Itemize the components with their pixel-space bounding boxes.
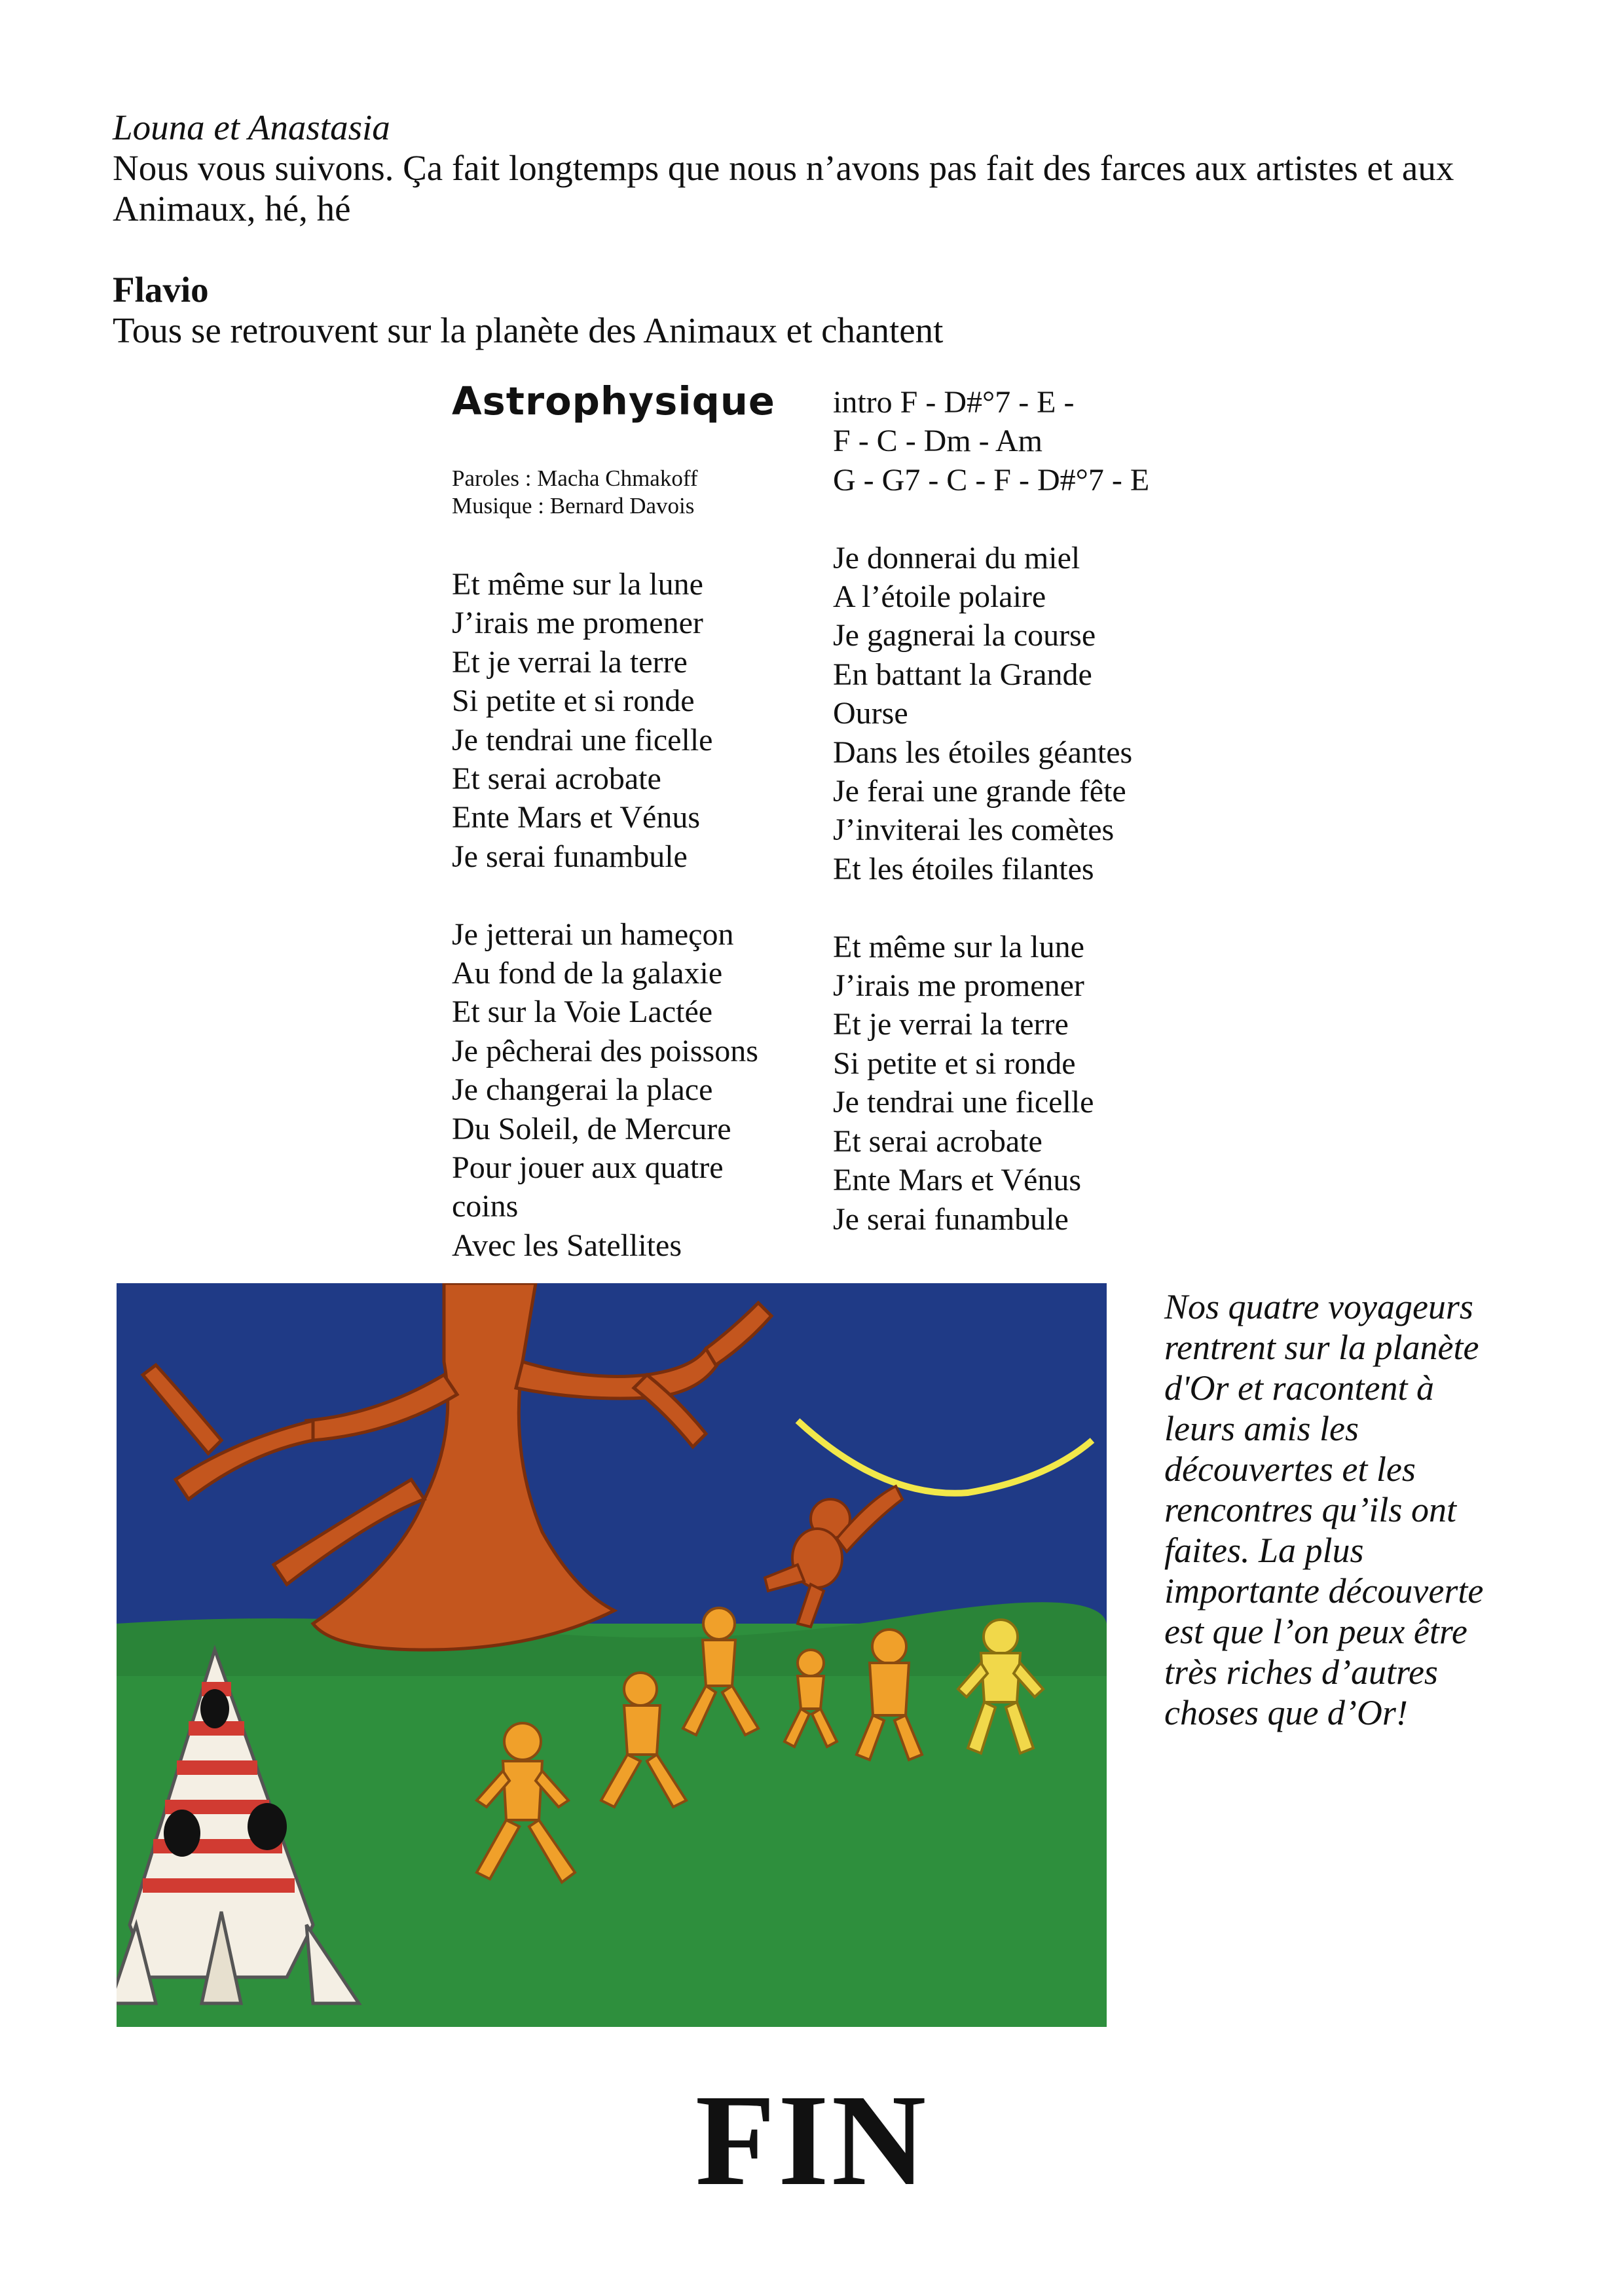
- dialogue-line-1: Nous vous suivons. Ça fait longtemps que nous n’avons pas fait des farces aux artistes et aux Animaux, hé, hé: [113, 148, 1454, 228]
- lyrics-column-right: [833, 383, 1149, 1239]
- lyric-line: Je tendrai une ficelle: [833, 1085, 1094, 1120]
- lyric-line: Ente Mars et Vénus: [833, 1163, 1082, 1198]
- lyric-line: Je serai funambule: [833, 1201, 1069, 1237]
- lyric-line: Ente Mars et Vénus: [452, 800, 701, 835]
- conclusion-line: choses que d’Or!: [1164, 1693, 1408, 1732]
- conclusion-line: est que l’on peux être: [1164, 1612, 1467, 1651]
- lyric-line: F - C - Dm - Am: [833, 424, 1043, 459]
- conclusion-line: faites. La plus: [1164, 1531, 1364, 1570]
- lyric-line: [452, 876, 758, 915]
- lyric-line: J’irais me promener: [452, 606, 703, 641]
- lyric-line: Ourse: [833, 696, 908, 731]
- lyric-line: intro F - D#°7 - E -: [833, 385, 1075, 420]
- lyric-line: Et serai acrobate: [833, 1123, 1043, 1159]
- conclusion-line: leurs amis les: [1164, 1409, 1359, 1448]
- lyrics-credit: Paroles : Macha Chmakoff: [452, 465, 698, 491]
- lyric-line: A l’étoile polaire: [833, 579, 1046, 615]
- dialogue-line-2: Tous se retrouvent sur la planète des Animaux et chantent: [113, 310, 944, 350]
- lyric-line: Je gagnerai la course: [833, 618, 1096, 653]
- song-title: Astrophysique: [452, 378, 775, 424]
- lyric-line: Je ferai une grande fête: [833, 774, 1126, 809]
- conclusion-line: Nos quatre voyageurs: [1164, 1287, 1473, 1326]
- lyric-line: G - G7 - C - F - D#°7 - E: [833, 462, 1150, 498]
- speaker-flavio: Flavio: [113, 270, 209, 310]
- conclusion-line: découvertes et les: [1164, 1449, 1416, 1489]
- lyric-line: coins: [452, 1189, 519, 1224]
- lyric-line: Pour jouer aux quatre: [452, 1150, 724, 1186]
- fin-heading: FIN: [695, 2068, 929, 2213]
- conclusion-line: rencontres qu’ils ont: [1164, 1490, 1456, 1529]
- lyric-line: Dans les étoiles géantes: [833, 735, 1133, 770]
- child-drawing-illustration: [117, 1283, 1107, 2027]
- song-credits: [452, 465, 698, 520]
- lyric-line: Je jetterai un hameçon: [452, 917, 734, 952]
- lyric-line: Et je verrai la terre: [452, 644, 688, 680]
- lyric-line: Et je verrai la terre: [833, 1007, 1069, 1042]
- conclusion-line: très riches d’autres: [1164, 1652, 1438, 1692]
- lyric-line: En battant la Grande: [833, 657, 1092, 692]
- lyric-line: Je donnerai du miel: [833, 540, 1080, 575]
- lyric-line: Du Soleil, de Mercure: [452, 1111, 731, 1146]
- lyric-line: Au fond de la galaxie: [452, 956, 723, 991]
- lyric-line: J’inviterai les comètes: [833, 812, 1115, 848]
- sky: [117, 1283, 1107, 1650]
- lyric-line: Avec les Satellites: [452, 1228, 682, 1263]
- lyric-line: Et serai acrobate: [452, 761, 661, 797]
- lyric-line: Si petite et si ronde: [452, 683, 695, 719]
- speaker-louna-anastasia: Louna et Anastasia: [113, 107, 390, 147]
- lyric-line: Et même sur la lune: [452, 567, 703, 602]
- conclusion-line: importante découverte: [1164, 1571, 1484, 1611]
- lyric-line: J’irais me promener: [833, 968, 1084, 1004]
- lyric-line: Je changerai la place: [452, 1072, 713, 1108]
- conclusion-text: [1164, 1286, 1531, 1733]
- conclusion-line: rentrent sur la planète: [1164, 1328, 1479, 1367]
- intro-dialogue: [113, 107, 1514, 351]
- lyric-line: Je serai funambule: [452, 839, 688, 874]
- lyric-line: [833, 888, 1149, 927]
- lyric-line: Si petite et si ronde: [833, 1046, 1076, 1081]
- lyric-line: Je pêcherai des poissons: [452, 1033, 758, 1068]
- lyric-line: Et sur la Voie Lactée: [452, 994, 713, 1030]
- lyric-line: Je tendrai une ficelle: [452, 722, 713, 757]
- conclusion-line: d'Or et racontent à: [1164, 1368, 1434, 1408]
- lyrics-column-left: [452, 565, 758, 1265]
- music-credit: Musique : Bernard Davois: [452, 493, 695, 519]
- lyric-line: Et les étoiles filantes: [833, 851, 1094, 886]
- lyric-line: [833, 500, 1149, 538]
- lyric-line: Et même sur la lune: [833, 929, 1084, 964]
